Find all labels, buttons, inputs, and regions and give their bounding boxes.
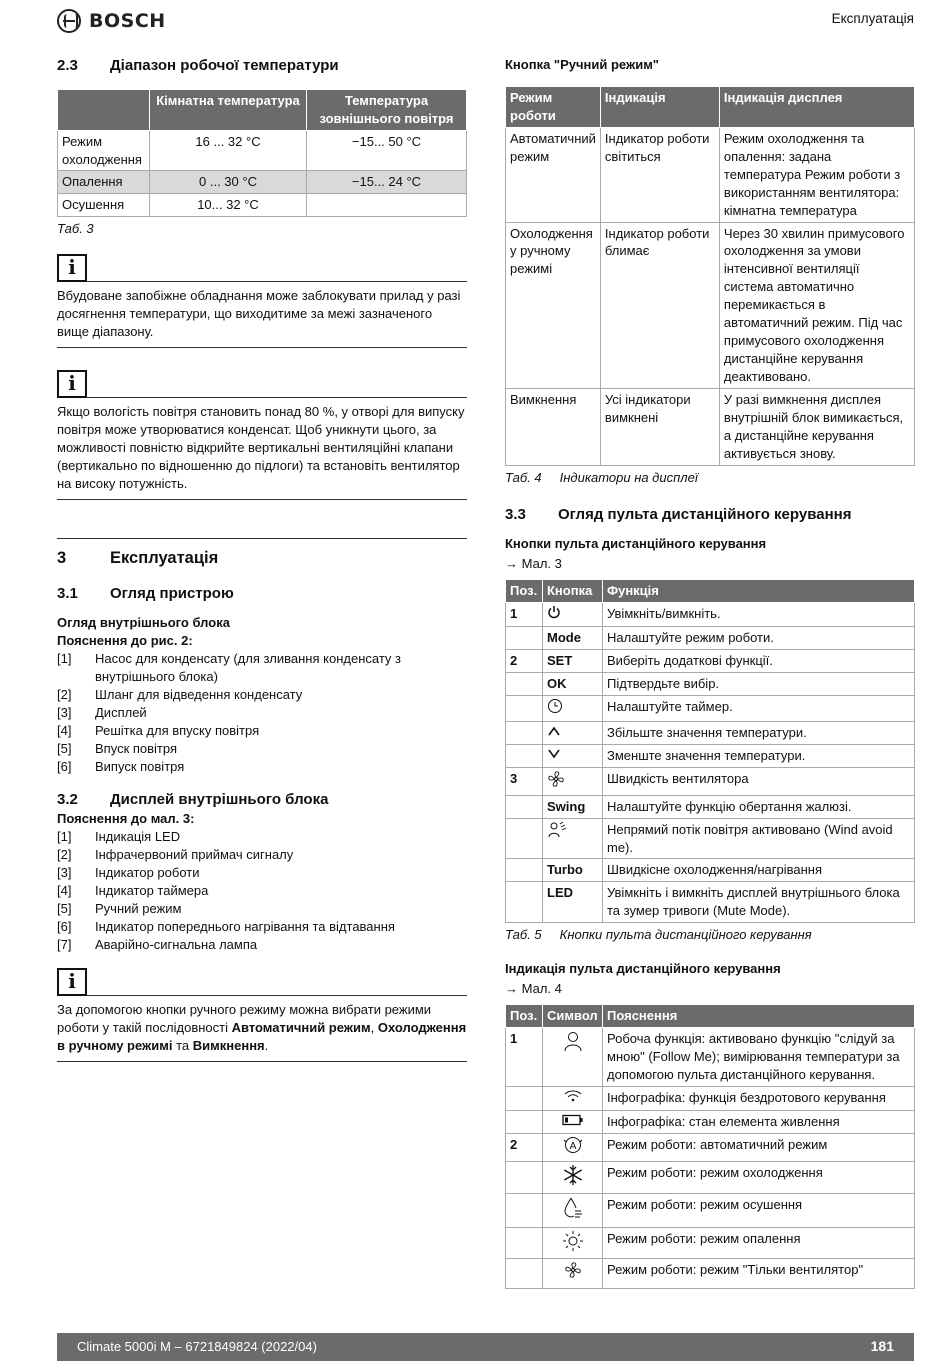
brand-name: BOSCH (89, 10, 166, 32)
table-row: OK Підтвердьте вибір. (506, 672, 915, 695)
table-row: Інфографіка: функція бездротового керування (506, 1086, 915, 1110)
svg-text:A: A (569, 1140, 576, 1152)
dry-mode-icon (562, 1196, 584, 1225)
list-item: [2] Інфрачервоний приймач сигналу (57, 847, 294, 863)
table-header-cell: Індикація (600, 86, 719, 127)
info-icon: i (57, 370, 87, 398)
table-row: Опалення 0 ... 30 °C −15... 24 °C (58, 171, 467, 194)
power-icon (547, 605, 561, 624)
table-row: Режим роботи: режим осушення (506, 1193, 915, 1227)
battery-icon (562, 1113, 584, 1131)
table-row: Режим охолодження 16 ... 32 °C −15... 50 °C (58, 130, 467, 171)
subheading: Огляд внутрішнього блока (57, 615, 230, 631)
table-row: Інфографіка: стан елемента живлення (506, 1110, 915, 1133)
wind-avoid-icon (547, 821, 567, 844)
list-item: [4] Решітка для впуску повітря (57, 722, 260, 738)
table-row: Вимкнення Усі індикатори вимкнені У разі вимкнення дисплея внутрішній блок вимикається, а дистанційне керування активується знову. (506, 388, 915, 465)
section-header: Експлуатація (831, 11, 914, 26)
person-icon (563, 1030, 583, 1057)
table-row: Режим роботи: режим "Тільки вентилятор" (506, 1259, 915, 1289)
list-item: [5] Ручний режим (57, 901, 182, 917)
info-icon: i (57, 254, 87, 282)
fan-icon (564, 1261, 582, 1284)
table-header-cell: Кімнатна температура (150, 89, 307, 130)
table-row: Автоматичний режим Індикатор роботи світиться Режим охолодження та опалення: задана температура Режим роботи з використанням вентилятора: кімнатна температура (506, 127, 915, 222)
clock-icon (547, 698, 563, 719)
subheading: Кнопки пульта дистанційного керування (505, 536, 767, 552)
list-item: [1] Індикація LED (57, 829, 181, 845)
section-2-3-heading: 2.3 Діапазон робочої температури (57, 57, 339, 74)
list-item: [3] Індикатор роботи (57, 865, 200, 881)
table-row: Зменште значення температури. (506, 744, 915, 767)
list-item: [6] Випуск повітря (57, 758, 185, 774)
bosch-armature-icon (57, 9, 81, 33)
table-row: Охолодження у ручному режимі Індикатор роботи блимає Через 30 хвилин примусового охолодження за умови інтенсивної вентиляції система автоматично перемикається в автоматичний режим. Під час примусового охолодження дистанційне керування деактивовано. (506, 222, 915, 388)
table-row: 3 Швидкість вентилятора (506, 767, 915, 795)
table-header-cell: Режим роботи (506, 86, 601, 127)
list-item: [7] Аварійно-сигнальна лампа (57, 936, 258, 952)
auto-mode-icon (562, 1136, 584, 1159)
section-3-2-heading: 3.2 Дисплей внутрішнього блока (57, 790, 329, 808)
table-header-cell: Індикація дисплея (719, 86, 914, 127)
legend-title: Пояснення до рис. 2: (57, 633, 193, 649)
table-header-cell: Температура зовнішнього повітря (307, 89, 467, 130)
section-3-3-heading: 3.3 Огляд пульта дистанційного керування (505, 505, 852, 523)
table-row: 1 Увімкніть/вимкніть. (506, 603, 915, 627)
bosch-logo (57, 8, 166, 34)
legend-list (57, 828, 467, 954)
list-item: [6] Індикатор попереднього нагрівання та відтавання (57, 918, 395, 934)
table-row: Непрямий потік повітря активовано (Wind avoid me). (506, 818, 915, 859)
info-notice (57, 370, 467, 500)
manual-mode-table (505, 86, 915, 466)
manual-mode-title: Кнопка "Ручний режим" (505, 57, 659, 72)
table-row: Збільште значення температури. (506, 721, 915, 744)
legend-title: Пояснення до мал. 3: (57, 811, 195, 827)
remote-indication-table: Поз. Символ Пояснення 1 Робоча функція: активовано функцію "слідуй за мною" (Follow Me); вимірювання температури за допомогою пульта дистанційного керування. Інфографіка: функція бездротового керування Інфографіка: стан елемента живлення 2 A Режим роботи: автоматичний режим Режим роботи: режим охолодження Режим роботи: режим осушення Режим роботи: режим опалення Режим роботи: режим "Тільки вентилятор" (505, 1004, 915, 1289)
list-item: [4] Індикатор таймера (57, 883, 209, 899)
chevron-up-icon (547, 724, 561, 742)
page-number: 181 (870, 1338, 894, 1355)
table-row: Режим роботи: режим охолодження (506, 1161, 915, 1193)
remote-buttons-table: Поз. Кнопка Функція 1 Увімкніть/вимкніть. Mode Налаштуйте режим роботи. 2 SET Виберіть додаткові функції. OK Підтвердьте вибір. Налаштуйте таймер. Збільште значення температури. Зменште значення температури. 3 Швидкість вентилятора Swing Налаштуйте функцію обертання жалюзі. Непрямий потік повітря активовано (Wind avoid me). Turbo Швидкісне охолодження/нагрівання LED Увімкніть і вимкніть дисплей внутрішнього блока та зумер тривоги (Mute Mode). (505, 579, 915, 923)
info-icon: i (57, 968, 87, 996)
list-item: [3] Дисплей (57, 704, 147, 720)
notice-text: Вбудоване запобіжне обладнання може заблокувати прилад у разі досягнення температури, що виходитиме за межі зазначеного вище діапазону. (57, 288, 461, 340)
snowflake-icon (562, 1164, 584, 1191)
list-item: [1] Насос для конденсату (для зливання конденсату з внутрішнього блока) (57, 651, 401, 685)
table-row: Swing Налаштуйте функцію обертання жалюзі. (506, 795, 915, 818)
legend-list (57, 650, 467, 776)
table-row: 2 A Режим роботи: автоматичний режим (506, 1133, 915, 1161)
table-row: Mode Налаштуйте режим роботи. (506, 627, 915, 650)
table-row: Turbo Швидкісне охолодження/нагрівання (506, 859, 915, 882)
chevron-down-icon (547, 747, 561, 765)
document-id: Climate 5000i M – 6721849824 (2022/04) (77, 1339, 317, 1355)
table-row: 1 Робоча функція: активовано функцію "слідуй за мною" (Follow Me); вимірювання температури за допомогою пульта дистанційного керування. (506, 1028, 915, 1087)
table-row: LED Увімкніть і вимкніть дисплей внутрішнього блока та зумер тривоги (Mute Mode). (506, 882, 915, 923)
list-item: [2] Шланг для відведення конденсату (57, 686, 303, 702)
sun-icon (562, 1230, 584, 1257)
list-item: [5] Впуск повітря (57, 740, 178, 756)
info-notice (57, 968, 467, 1062)
figure-reference: → Мал. 4 (505, 981, 562, 997)
subheading: Індикація пульта дистанційного керування (505, 961, 781, 977)
notice-text: Якщо вологість повітря становить понад 80 %, у отворі для випуску повітря може утворюватися конденсат. Щоб уникнути цього, за можливості повністю відкрийте вертикальні вентиляційні клапани (вертикально по відношенню до підлоги) та встановіть вентилятор на високу потужність. (57, 404, 465, 491)
table-caption: Таб. 4 Індикатори на дисплеї (505, 469, 698, 485)
figure-reference: → Мал. 3 (505, 556, 562, 572)
table-caption: Таб. 5 Кнопки пульта дистанційного керування (505, 927, 812, 943)
section-3-heading: 3 Експлуатація (57, 548, 219, 567)
page-footer (57, 1333, 914, 1361)
temperature-range-table (57, 89, 467, 218)
info-notice (57, 254, 467, 348)
wifi-icon (564, 1089, 582, 1108)
fan-icon (547, 770, 565, 793)
notice-text: За допомогою кнопки ручного режиму можна вибрати режими роботи у такій послідовності Автоматичний режим, Охолодження в ручному режимі та Вимкнення. (57, 1001, 467, 1053)
table-header-cell (58, 89, 150, 130)
table-row: Режим роботи: режим опалення (506, 1227, 915, 1259)
table-caption: Таб. 3 (57, 221, 94, 237)
table-row: Осушення 10... 32 °C (58, 194, 467, 217)
table-row: 2 SET Виберіть додаткові функції. (506, 650, 915, 673)
table-row: Налаштуйте таймер. (506, 695, 915, 721)
section-3-1-heading: 3.1 Огляд пристрою (57, 584, 234, 602)
